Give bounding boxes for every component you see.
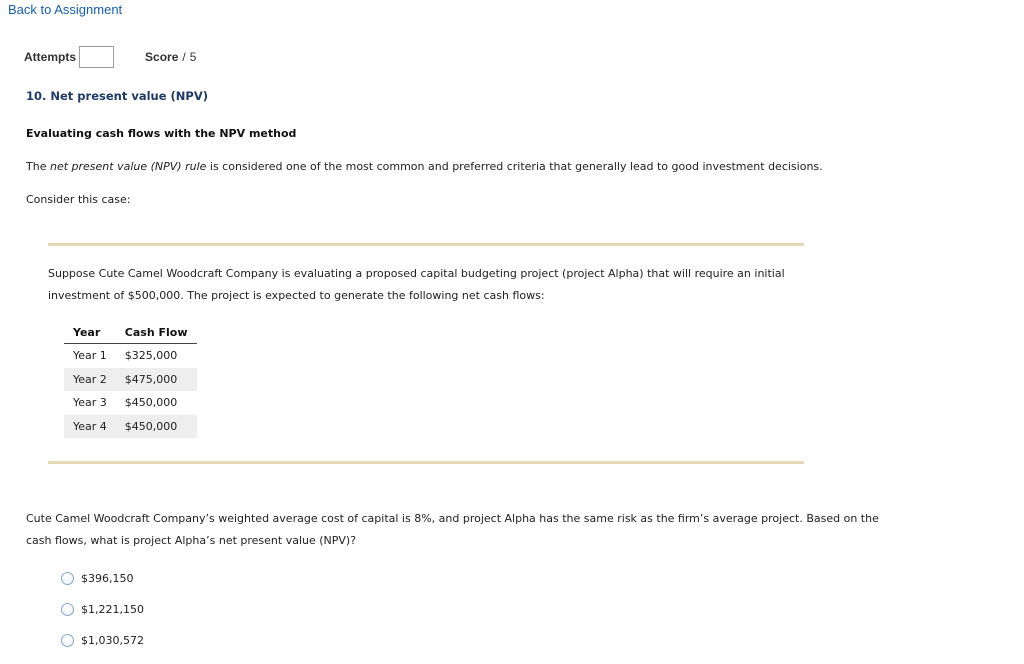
intro-suffix: is considered one of the most common and preferred criteria that generally lead to good investment decisions. <box>206 160 823 173</box>
table-cell-year: Year 4 <box>64 415 116 439</box>
score-label: Score <box>145 50 179 64</box>
table-header-row <box>64 322 197 344</box>
table-cell-year: Year 3 <box>73 396 107 410</box>
attempts-score-bar <box>24 45 196 69</box>
intro-emphasis: net present value (NPV) rule <box>49 160 207 173</box>
answer-option-2[interactable] <box>61 603 144 616</box>
back-to-assignment-link[interactable]: Back to Assignment <box>8 2 123 17</box>
question-title: 10. Net present value (NPV) <box>26 89 208 103</box>
case-divider-top <box>48 243 804 246</box>
radio-button[interactable] <box>61 634 74 647</box>
answer-option-3[interactable] <box>61 634 144 647</box>
cash-flow-table <box>64 322 197 438</box>
answer-option-label: $1,030,572 <box>81 634 144 647</box>
table-row <box>64 391 197 415</box>
question-prompt: Cute Camel Woodcraft Company’s weighted average cost of capital is 8%, and project Alpha has the same risk as the firm’s average project. Based on the cash flows, what is project Alpha’s net present value (NPV)? <box>26 512 879 547</box>
answer-option-label: $396,150 <box>81 572 134 585</box>
table-row <box>64 415 197 439</box>
table-cell-cash-flow: $450,000 <box>124 396 178 410</box>
score-separator: / <box>182 50 186 64</box>
radio-button[interactable] <box>61 603 74 616</box>
radio-button[interactable] <box>61 572 74 585</box>
table-row <box>64 368 197 392</box>
attempts-label: Attempts <box>24 50 77 64</box>
section-heading: Evaluating cash flows with the NPV method <box>26 127 297 140</box>
case-divider-bottom <box>48 461 804 464</box>
table-cell-year: Year 1 <box>73 349 107 363</box>
case-description: Suppose Cute Camel Woodcraft Company is evaluating a proposed capital budgeting project (project Alpha) that will require an initial investment of $500,000. The project is expected to generate the following net cash flows: <box>48 267 785 302</box>
attempts-box <box>79 46 114 68</box>
intro-prefix: The <box>26 160 50 173</box>
intro-paragraph <box>26 160 823 173</box>
table-cell-cash-flow: $325,000 <box>124 349 178 363</box>
table-cell-year: Year 2 <box>64 368 116 392</box>
consider-text: Consider this case: <box>26 193 131 206</box>
table-cell-cash-flow: $475,000 <box>116 368 197 392</box>
table-cell-cash-flow: $450,000 <box>116 415 197 439</box>
answer-option-label: $1,221,150 <box>81 603 144 616</box>
table-header-cash-flow: Cash Flow <box>116 322 197 344</box>
table-row <box>64 344 197 368</box>
score-max: 5 <box>189 50 197 64</box>
table-header-year: Year <box>64 322 116 344</box>
answer-option-1[interactable] <box>61 572 134 585</box>
